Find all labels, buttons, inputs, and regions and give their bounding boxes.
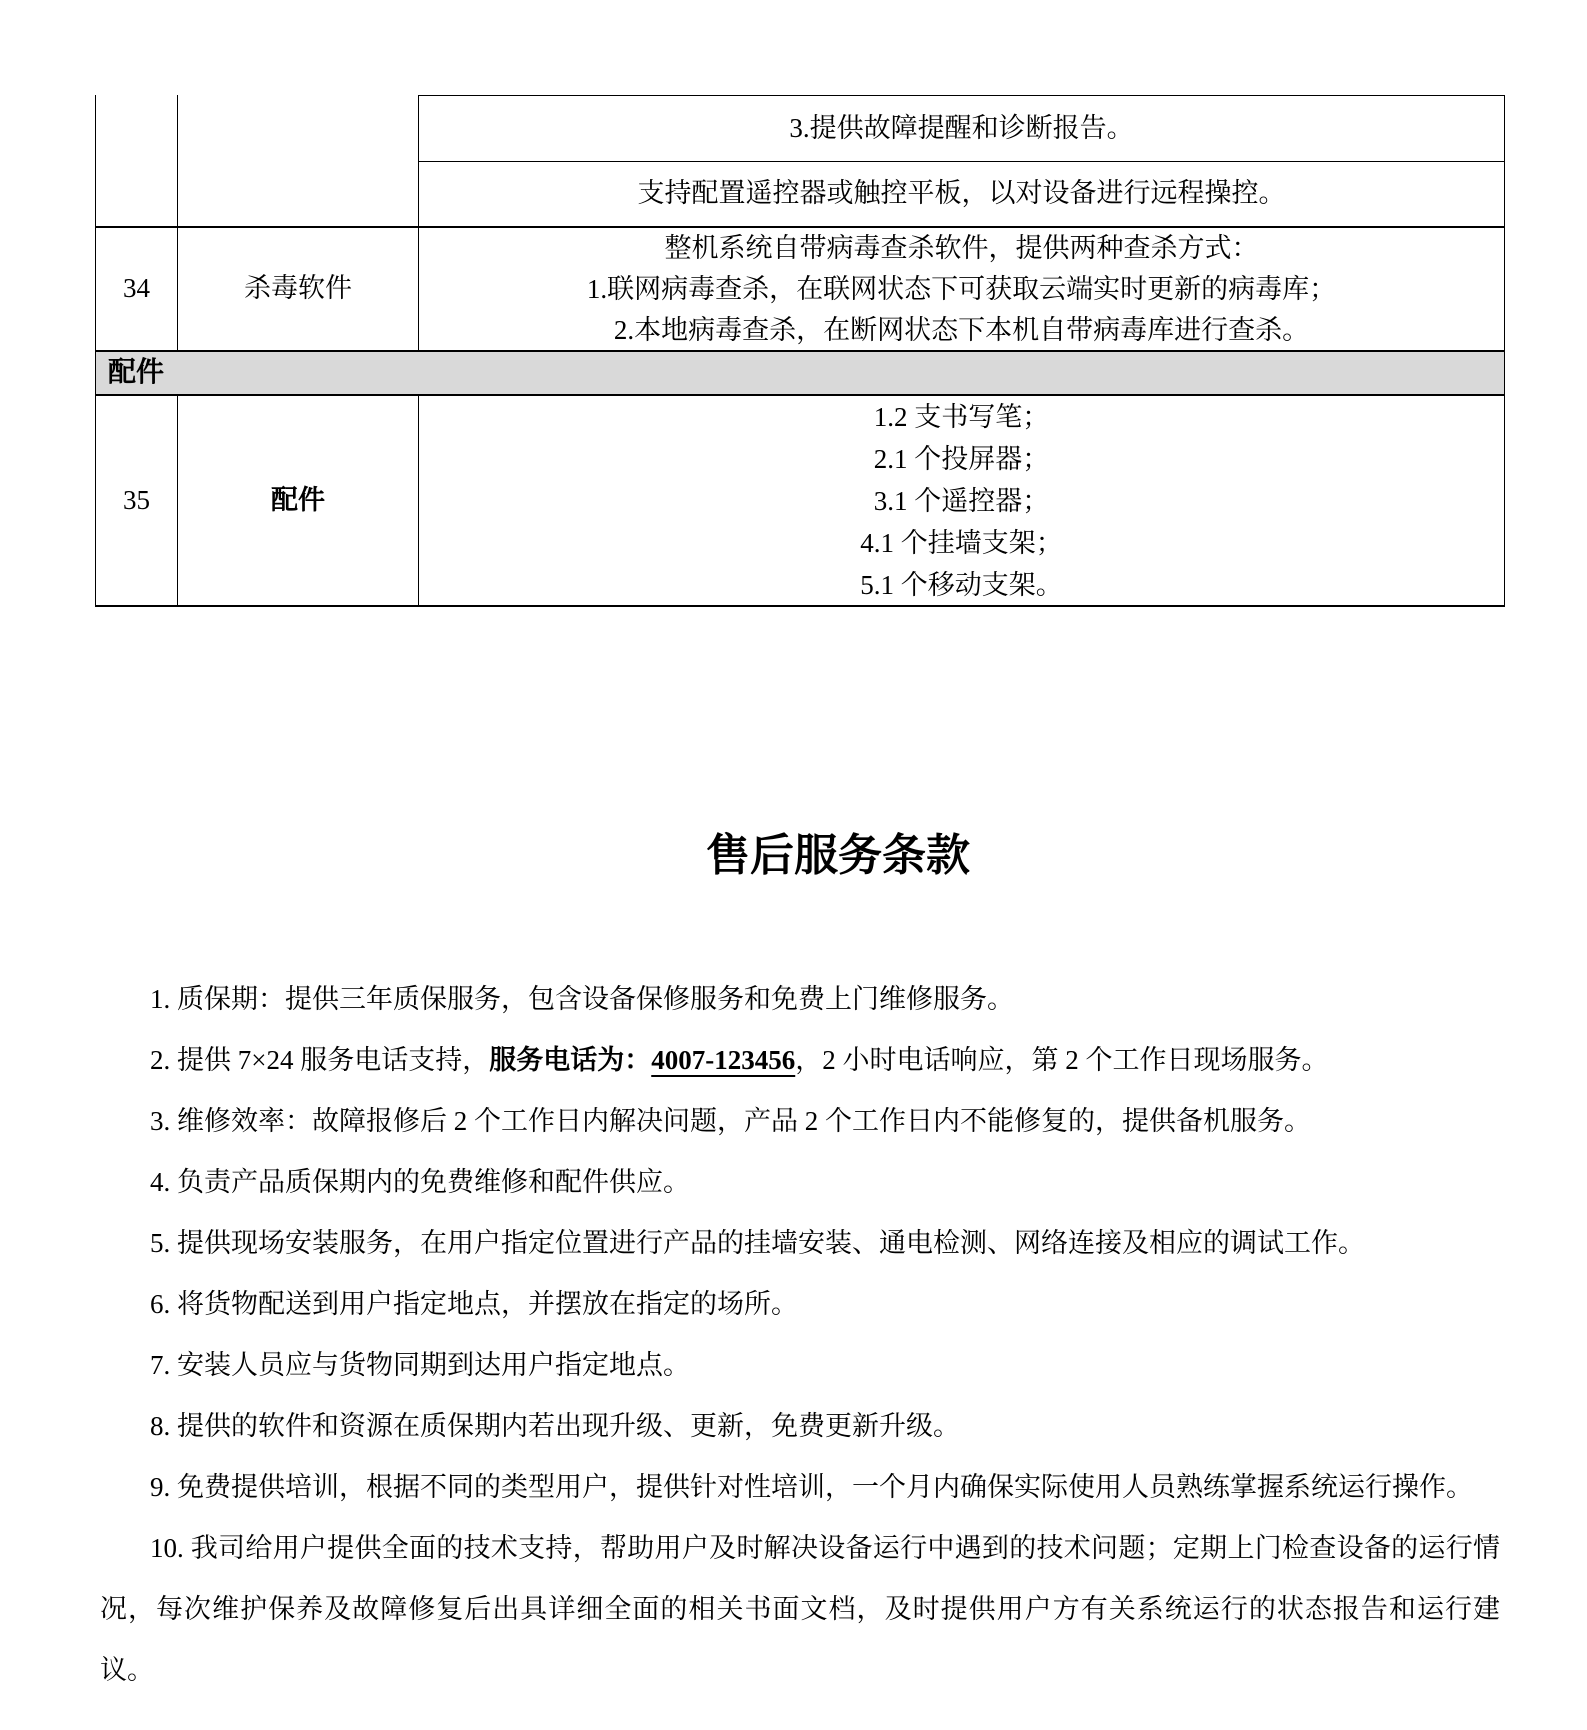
accessory-line: 4.1 个挂墙支架； (860, 527, 1063, 558)
table-cell-feature-diagnosis (418, 95, 1505, 162)
table-cell-empty-no (95, 95, 177, 228)
section-title: 售后服务条款 (706, 831, 970, 880)
spec-line: 整机系统自带病毒查杀软件，提供两种查杀方式： (664, 232, 1259, 263)
spec-line: 1.联网病毒查杀，在联网状态下可获取云端实时更新的病毒库； (586, 273, 1337, 304)
cell-text: 配件 (271, 484, 325, 515)
term-item-7: 7. 安装人员应与货物同期到达用户指定地点。 (150, 1350, 690, 1380)
table-cell-row35-spec (418, 396, 1505, 607)
term-item-6: 6. 将货物配送到用户指定地点，并摆放在指定的场所。 (150, 1289, 798, 1319)
term-item-9: 9. 免费提供培训，根据不同的类型用户，提供针对性培训，一个月内确保实际使用人员熟练掌握系统运行操作。 (150, 1472, 1473, 1502)
accessory-line: 5.1 个移动支架。 (860, 569, 1063, 600)
cell-text: 3.提供故障提醒和诊断报告。 (789, 112, 1134, 143)
term-item-8: 8. 提供的软件和资源在质保期内若出现升级、更新，免费更新升级。 (150, 1411, 960, 1441)
term-item-2 (100, 1030, 1500, 1091)
cell-text: 35 (123, 484, 150, 515)
table-cell-row34-spec (418, 228, 1505, 352)
term-item-4: 4. 负责产品质保期内的免费维修和配件供应。 (150, 1167, 690, 1197)
cell-multiline-text (587, 228, 1336, 351)
accessory-line: 2.1 个投屏器； (873, 443, 1050, 474)
accessory-line: 3.1 个遥控器； (873, 485, 1050, 516)
term-item-3: 3. 维修效率：故障报修后 2 个工作日内解决问题，产品 2 个工作日内不能修复的，提供备机服务。 (150, 1106, 1311, 1136)
table-section-header-row (95, 352, 1505, 396)
term-2-phone-label: 服务电话为： (489, 1045, 652, 1075)
table-cell-feature-remote-control (418, 162, 1505, 228)
section-header-text: 配件 (108, 356, 165, 388)
cell-text: 支持配置遥控器或触控平板，以对设备进行远程操控。 (637, 178, 1286, 209)
cell-text: 34 (123, 273, 150, 304)
term-item-10: 10. 我司给用户提供全面的技术支持，帮助用户及时解决设备运行中遇到的技术问题；定期上门检查设备的运行情况，每次维护保养及故障修复后出具详细全面的相关书面文档，及时提供用户方有关系统运行的状态报告和运行建议。 (100, 1533, 1500, 1685)
table-cell-row34-category (177, 228, 418, 352)
term-2-suffix: ，2 小时电话响应，第 2 个工作日现场服务。 (795, 1045, 1329, 1075)
service-terms (100, 969, 1500, 1701)
spec-table (95, 95, 1505, 607)
table-cell-row35-no (95, 396, 177, 607)
table-cell-row34-no (95, 228, 177, 352)
term-2-phone-number: 4007-123456 (651, 1045, 796, 1075)
table-cell-empty-category (177, 95, 418, 228)
cell-text: 杀毒软件 (244, 273, 352, 304)
term-item-5: 5. 提供现场安装服务，在用户指定位置进行产品的挂墙安装、通电检测、网络连接及相应的调试工作。 (150, 1228, 1365, 1258)
accessory-line: 1.2 支书写笔； (873, 401, 1050, 432)
term-item-1: 1. 质保期：提供三年质保服务，包含设备保修服务和免费上门维修服务。 (150, 984, 1014, 1014)
term-2-prefix: 2. 提供 7×24 服务电话支持， (150, 1045, 490, 1075)
spec-line: 2.本地病毒查杀，在断网状态下本机自带病毒库进行查杀。 (613, 314, 1310, 345)
table-cell-row35-category (177, 396, 418, 607)
cell-multiline-text (860, 396, 1063, 606)
